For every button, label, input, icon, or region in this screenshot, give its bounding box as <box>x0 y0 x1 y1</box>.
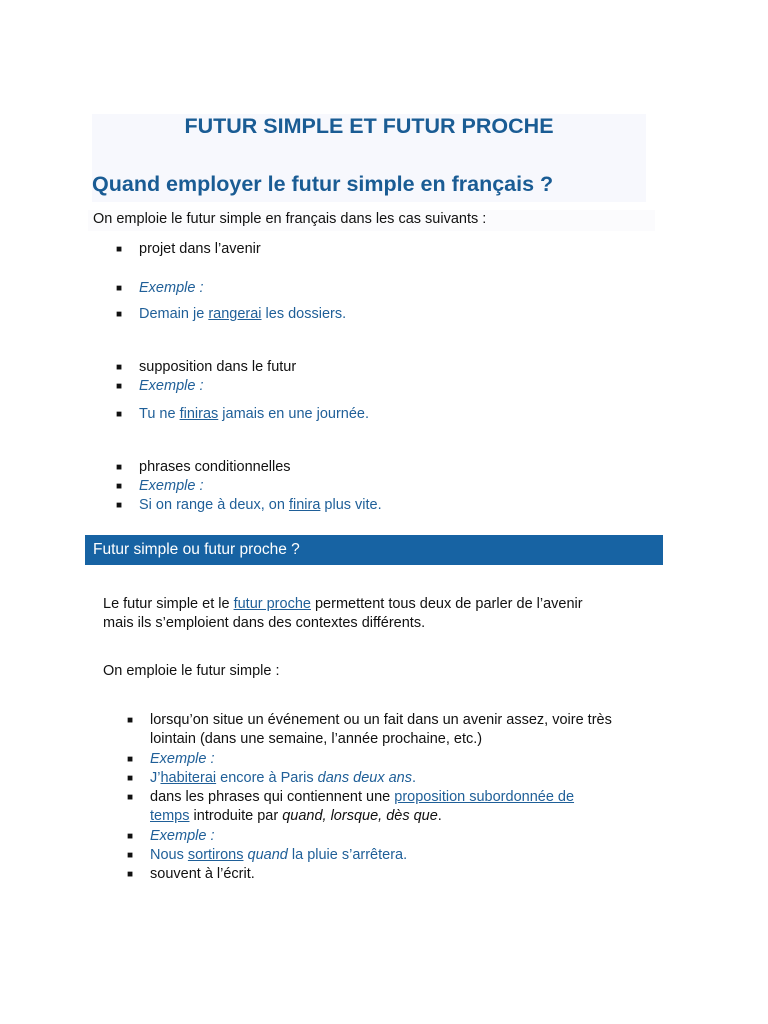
page-title: FUTUR SIMPLE ET FUTUR PROCHE <box>184 114 554 138</box>
link-sortirons[interactable]: sortirons <box>187 847 244 863</box>
list-item-continuation: lointain (dans une semaine, l’année prochaine, etc.) <box>150 731 483 747</box>
bullet-icon: ■ <box>116 362 123 373</box>
list-item: ■ souvent à l’écrit. <box>150 865 255 884</box>
list-item: ■ lorsqu’on situe un événement ou un fait dans un avenir assez, voire très <box>150 711 612 730</box>
list-item: ■ Nous sortirons quand la pluie s’arrêtera. <box>150 846 407 865</box>
list-item: ■ supposition dans le futur <box>139 358 296 377</box>
link-finiras[interactable]: finiras <box>179 406 219 422</box>
bullet-icon: ■ <box>127 869 134 880</box>
list-item: ■ J’habiterai encore à Paris dans deux ans. <box>150 769 416 788</box>
bullet-icon: ■ <box>127 773 134 784</box>
section-banner: Futur simple ou futur proche ? <box>85 535 663 565</box>
bullet-icon: ■ <box>116 309 123 320</box>
link-rangerai[interactable]: rangerai <box>208 306 262 322</box>
bullet-icon: ■ <box>127 831 134 842</box>
bullet-icon: ■ <box>127 754 134 765</box>
bullet-icon: ■ <box>116 381 123 392</box>
list-item: ■ Exemple : <box>139 477 203 496</box>
bullet-icon: ■ <box>116 481 123 492</box>
bullet-icon: ■ <box>116 462 123 473</box>
bullet-icon: ■ <box>116 244 123 255</box>
list-item: ■ Exemple : <box>139 377 203 396</box>
link-finira[interactable]: finira <box>288 497 321 513</box>
list-item: ■ projet dans l’avenir <box>139 240 261 259</box>
bullet-icon: ■ <box>116 409 123 420</box>
paragraph: Le futur simple et le futur proche permettent tous deux de parler de l’avenir <box>103 596 583 612</box>
list-item: ■ phrases conditionnelles <box>139 458 291 477</box>
link-temps[interactable]: temps <box>150 808 190 824</box>
list-item: ■ Exemple : <box>150 750 214 769</box>
list-item-continuation: temps introduite par quand, lorsque, dès que. <box>150 808 442 824</box>
list-item: ■ Exemple : <box>139 279 203 298</box>
bullet-icon: ■ <box>116 500 123 511</box>
paragraph: mais ils s’emploient dans des contextes différents. <box>103 615 426 631</box>
list-item: ■ Exemple : <box>150 827 214 846</box>
list-item: ■ Tu ne finiras jamais en une journée. <box>139 405 369 424</box>
bullet-icon: ■ <box>127 792 134 803</box>
section-heading: Quand employer le futur simple en français ? <box>92 172 554 196</box>
bullet-icon: ■ <box>116 283 123 294</box>
bullet-icon: ■ <box>127 850 134 861</box>
bullet-icon: ■ <box>127 715 134 726</box>
intro-text: On emploie le futur simple en français dans les cas suivants : <box>93 211 487 227</box>
link-futur-proche[interactable]: futur proche <box>233 596 311 612</box>
list-item: ■ dans les phrases qui contiennent une proposition subordonnée de <box>150 788 574 807</box>
list-item: ■ Si on range à deux, on finira plus vite. <box>139 496 382 515</box>
link-habiterai[interactable]: habiterai <box>160 770 217 786</box>
paragraph: On emploie le futur simple : <box>103 663 280 679</box>
list-item: ■ Demain je rangerai les dossiers. <box>139 305 346 324</box>
link-proposition-subordonnee[interactable]: proposition subordonnée de <box>394 789 575 805</box>
